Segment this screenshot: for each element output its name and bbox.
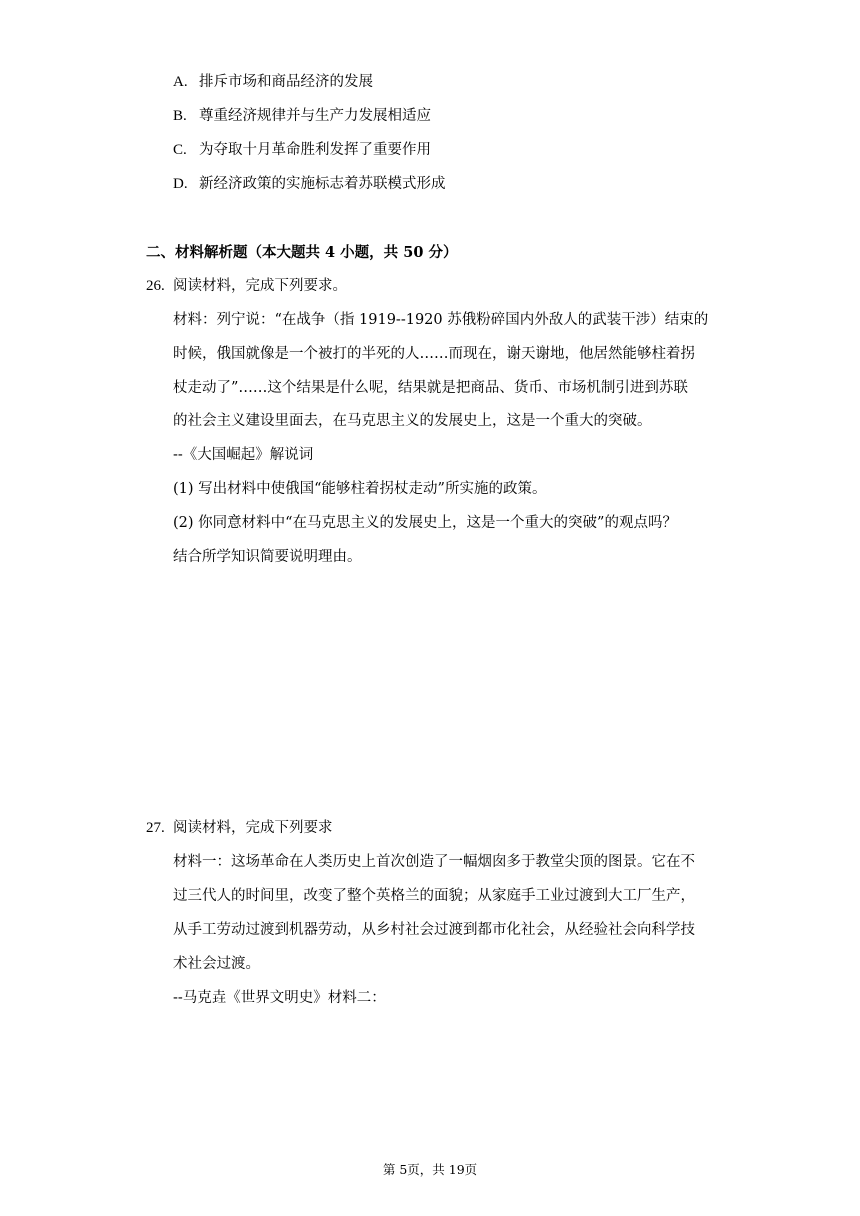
question-26-material-line: 材料：列宁说：“在战争（指 1919--1920 苏俄粉碎国内外敌人的武装干涉）结束的 (173, 312, 709, 328)
option-d-letter: D. (173, 176, 188, 192)
question-27-material-line: 术社会过渡。 (173, 956, 260, 972)
option-d-text: 新经济政策的实施标志着苏联模式形成 (199, 176, 446, 192)
option-a-letter: A. (173, 74, 188, 90)
page-footer: 第 5页，共 19页 (382, 1162, 478, 1177)
option-b (173, 106, 431, 126)
question-27-material-line: 过三代人的时间里，改变了整个英格兰的面貌；从家庭手工业过渡到大工厂生产， (173, 888, 695, 904)
question-26-material-line: 的社会主义建设里面去，在马克思主义的发展史上，这是一个重大的突破。 (173, 413, 652, 429)
option-c-letter: C. (173, 142, 187, 158)
question-26-prompt: 阅读材料，完成下列要求。 (173, 278, 347, 294)
question-26-sub2-line: (2) 你同意材料中“在马克思主义的发展史上，这是一个重大的突破”的观点吗？ (173, 515, 677, 531)
question-27-number: 27. (146, 820, 165, 836)
question-26-sub1: (1) 写出材料中使俄国“能够柱着拐杖走动”所实施的政策。 (173, 481, 547, 497)
question-27-material-line: 材料一：这场革命在人类历史上首次创造了一幅烟囱多于教堂尖顶的图景。它在不 (173, 854, 695, 870)
question-27-prompt: 阅读材料，完成下列要求 (173, 820, 333, 836)
question-26-number: 26. (146, 278, 165, 294)
question-27-source: --马克垚《世界文明史》材料二： (173, 990, 386, 1006)
option-a (173, 72, 373, 92)
question-26-material-line: 杖走动了”……这个结果是什么呢，结果就是把商品、货币、市场机制引进到苏联 (173, 380, 688, 396)
option-c-text: 为夺取十月革命胜利发挥了重要作用 (199, 142, 431, 158)
option-b-letter: B. (173, 108, 187, 124)
question-26-source: --《大国崛起》解说词 (173, 447, 314, 463)
option-b-text: 尊重经济规律并与生产力发展相适应 (199, 108, 431, 124)
option-a-text: 排斥市场和商品经济的发展 (199, 74, 373, 90)
option-c (173, 140, 431, 160)
option-d (173, 174, 446, 194)
section-title: 二、材料解析题（本大题共 4 小题，共 50 分） (146, 244, 458, 261)
question-26-sub2-line: 结合所学知识简要说明理由。 (173, 549, 362, 565)
question-27-material-line: 从手工劳动过渡到机器劳动，从乡村社会过渡到都市化社会，从经验社会向科学技 (173, 922, 695, 938)
question-26-material-line: 时候，俄国就像是一个被打的半死的人……而现在，谢天谢地，他居然能够柱着拐 (173, 346, 695, 362)
